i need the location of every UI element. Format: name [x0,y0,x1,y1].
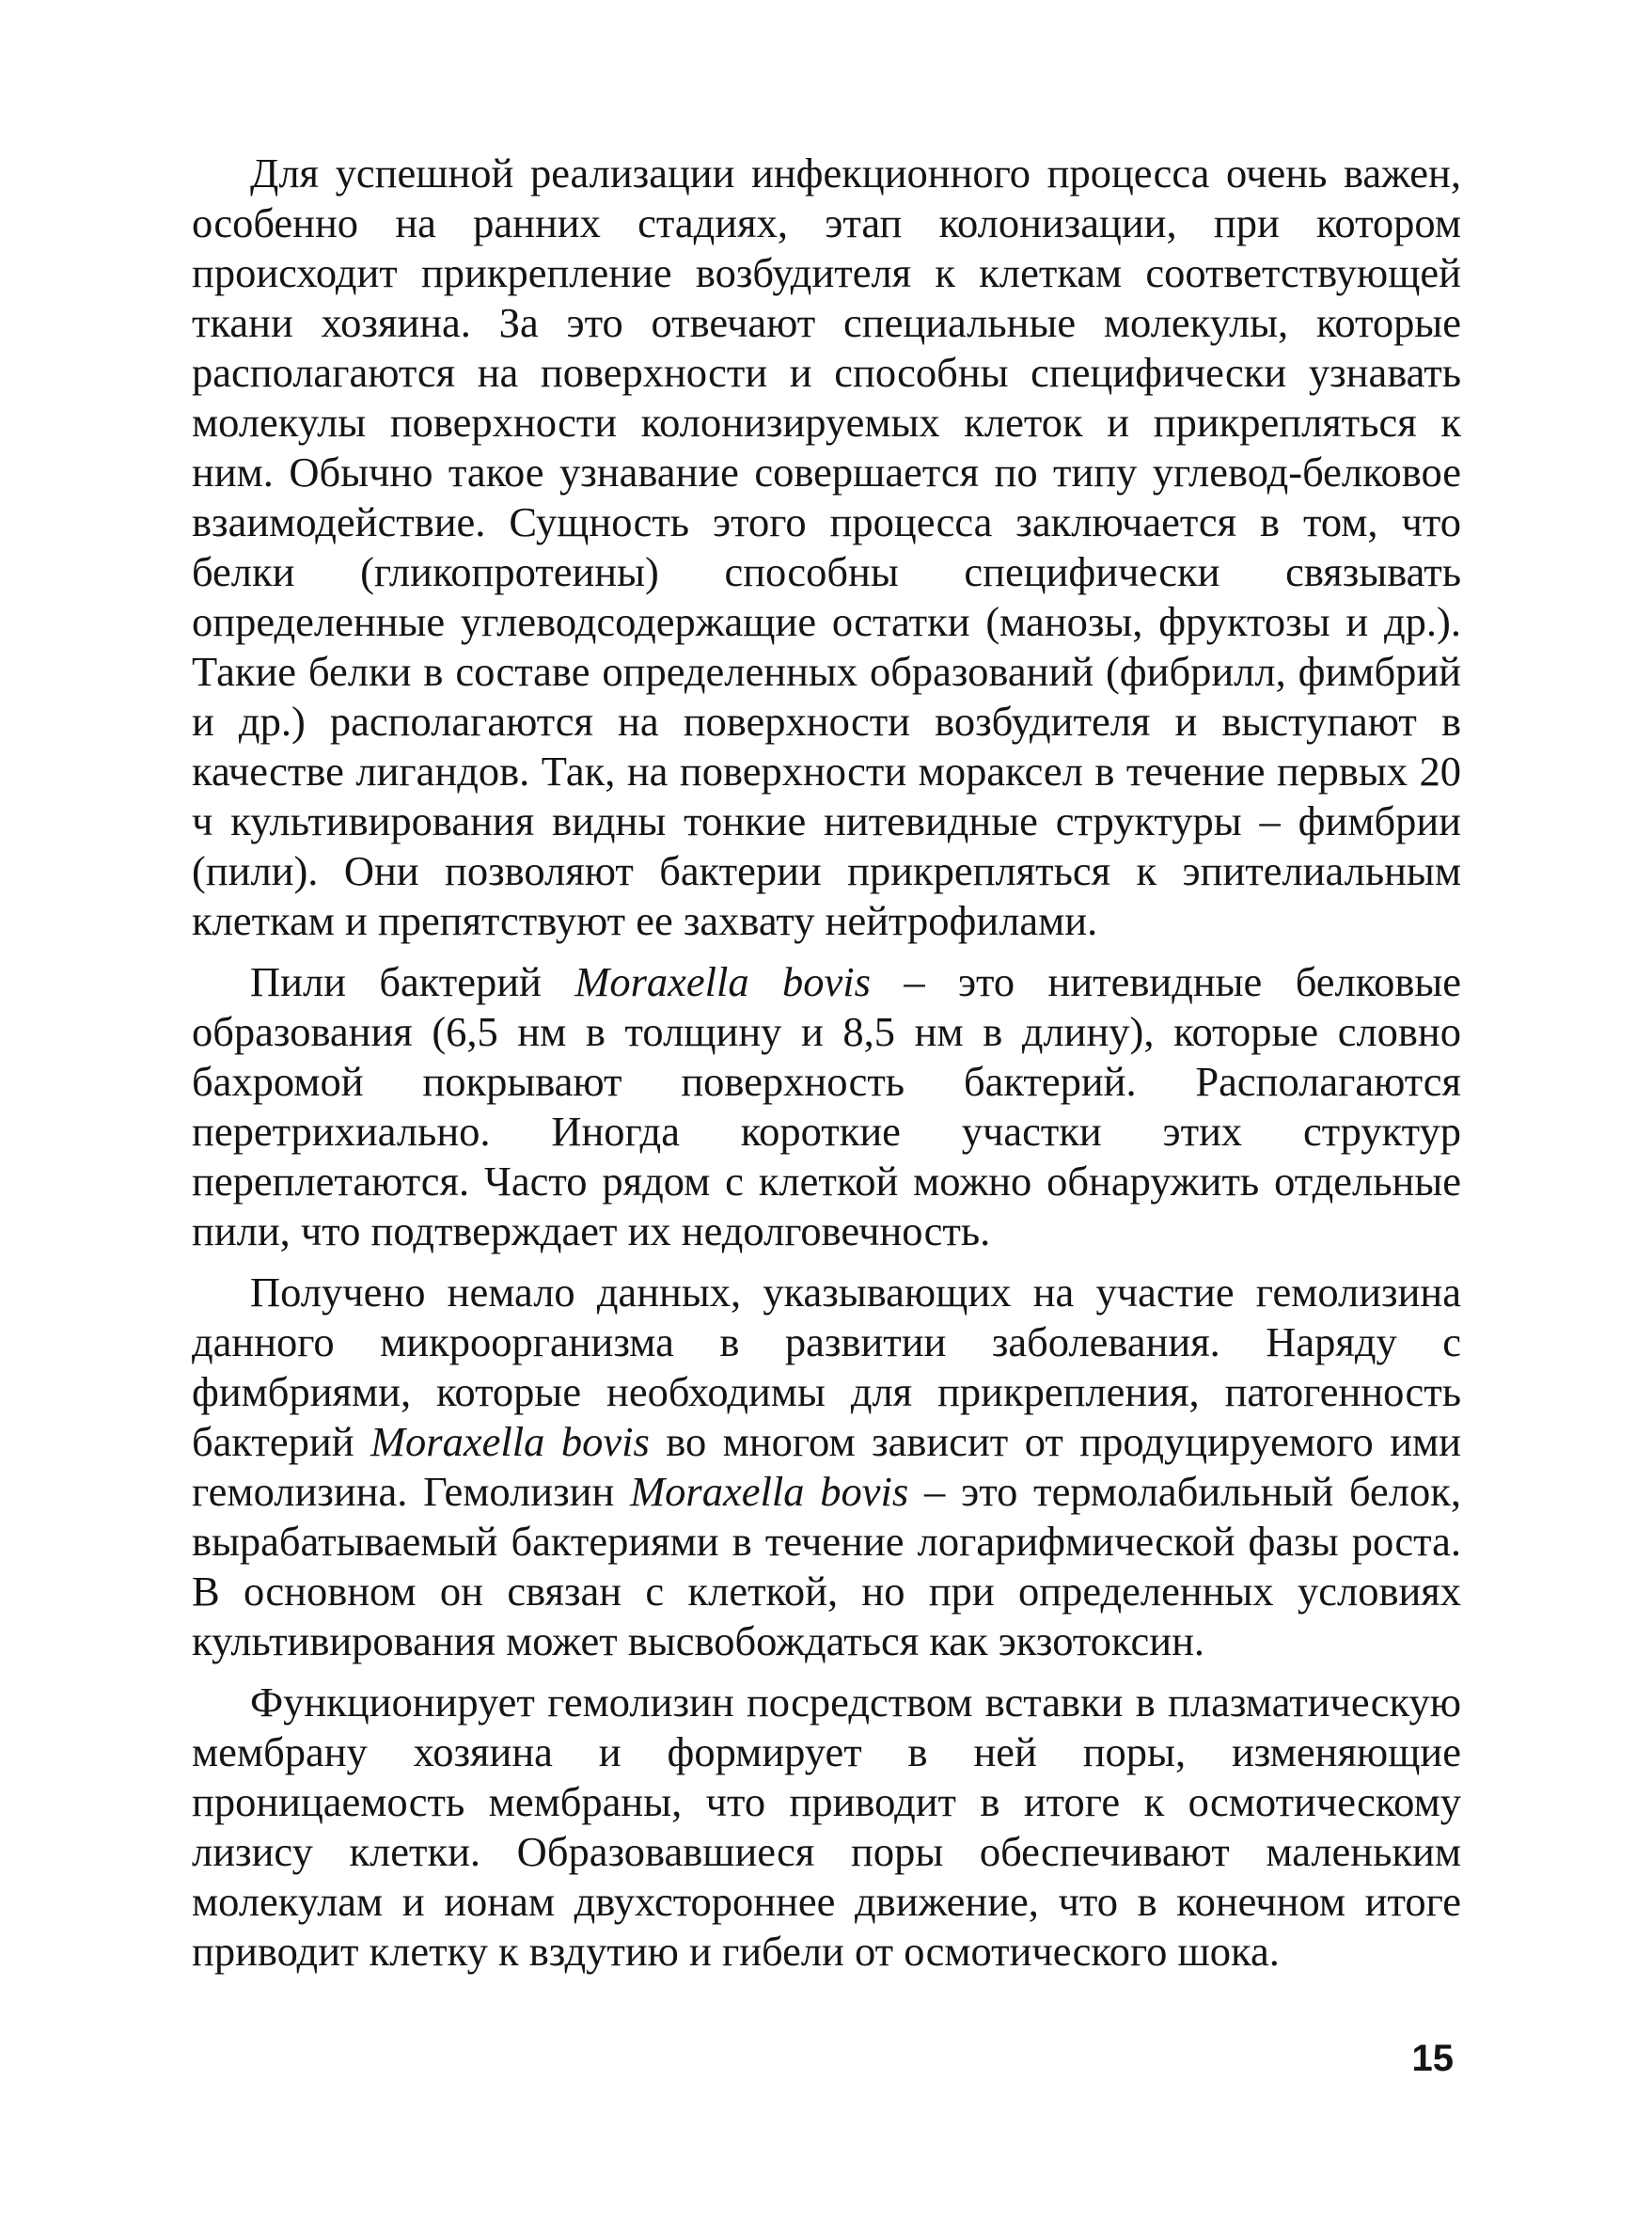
page-number: 15 [1411,2038,1454,2079]
paragraph-3 [192,1268,1461,1666]
paragraph-2 [192,957,1461,1256]
species-name: Moraxella bovis [574,958,871,1005]
species-name: Moraxella bovis [370,1418,650,1465]
paragraph-4 [192,1678,1461,1977]
paragraph-2-text-a: Пили бактерий [250,958,575,1005]
paragraph-3-text-b: во многом зависит от продуцируемого ими гемолизина. Гемолизин [192,1418,1461,1515]
body-text [192,149,1461,1988]
species-name: Moraxella bovis [630,1468,909,1515]
paragraph-3-text-a: Получено немало данных, указывающих на участие гемолизина данного микроорганизма в развитии заболевания. Наряду с фимбриями, которые необходимы для прикрепления, патогенность бактерий [192,1269,1461,1465]
paragraph-1 [192,149,1461,946]
paragraph-1-text: Для успешной реализации инфекционного процесса очень важен, особенно на ранних стадиях, этап колонизации, при котором происходит прикрепление возбудителя к клеткам соответствующей ткани хозяина. За это отвечают специальные молекулы, которые располагаются на поверхности и способны специфически узнавать молекулы поверхности колонизируемых клеток и прикрепляться к ним. Обычно такое узнавание совершается по типу углевод-белковое взаимодействие. Сущность этого процесса заключается в том, что белки (гликопротеины) способны специфически связывать определенные углеводсодержащие остатки (манозы, фруктозы и др.). Такие белки в составе определенных образований (фибрилл, фимбрий и др.) располагаются на поверхности возбудителя и выступают в качестве лигандов. Так, на поверхности мораксел в течение первых 20 ч культивирования видны тонкие нитевидные структуры – фимбрии (пили). Они позволяют бактерии прикрепляться к эпителиальным клеткам и препятствуют ее захвату нейтрофилами. [192,150,1461,944]
paragraph-3-text-c: – это термолабильный белок, вырабатываемый бактериями в течение логарифмической фазы роста. В основном он связан с клеткой, но при определенных условиях культивирования может высвобождаться как экзотоксин. [192,1468,1461,1664]
paragraph-2-text-b: – это нитевидные белковые образования (6,5 нм в толщину и 8,5 нм в длину), которые словно бахромой покрывают поверхность бактерий. Располагаются перетрихиально. Иногда короткие участки этих структур переплетаются. Часто рядом с клеткой можно обнаружить отдельные пили, что подтверждает их недолговечность. [192,958,1461,1254]
paragraph-4-text: Функционирует гемолизин посредством вставки в плазматическую мембрану хозяина и формирует в ней поры, изменяющие проницаемость мембраны, что приводит в итоге к осмотическому лизису клетки. Образовавшиеся поры обеспечивают маленьким молекулам и ионам двухстороннее движение, что в конечном итоге приводит клетку к вздутию и гибели от осмотического шока. [192,1678,1461,1975]
